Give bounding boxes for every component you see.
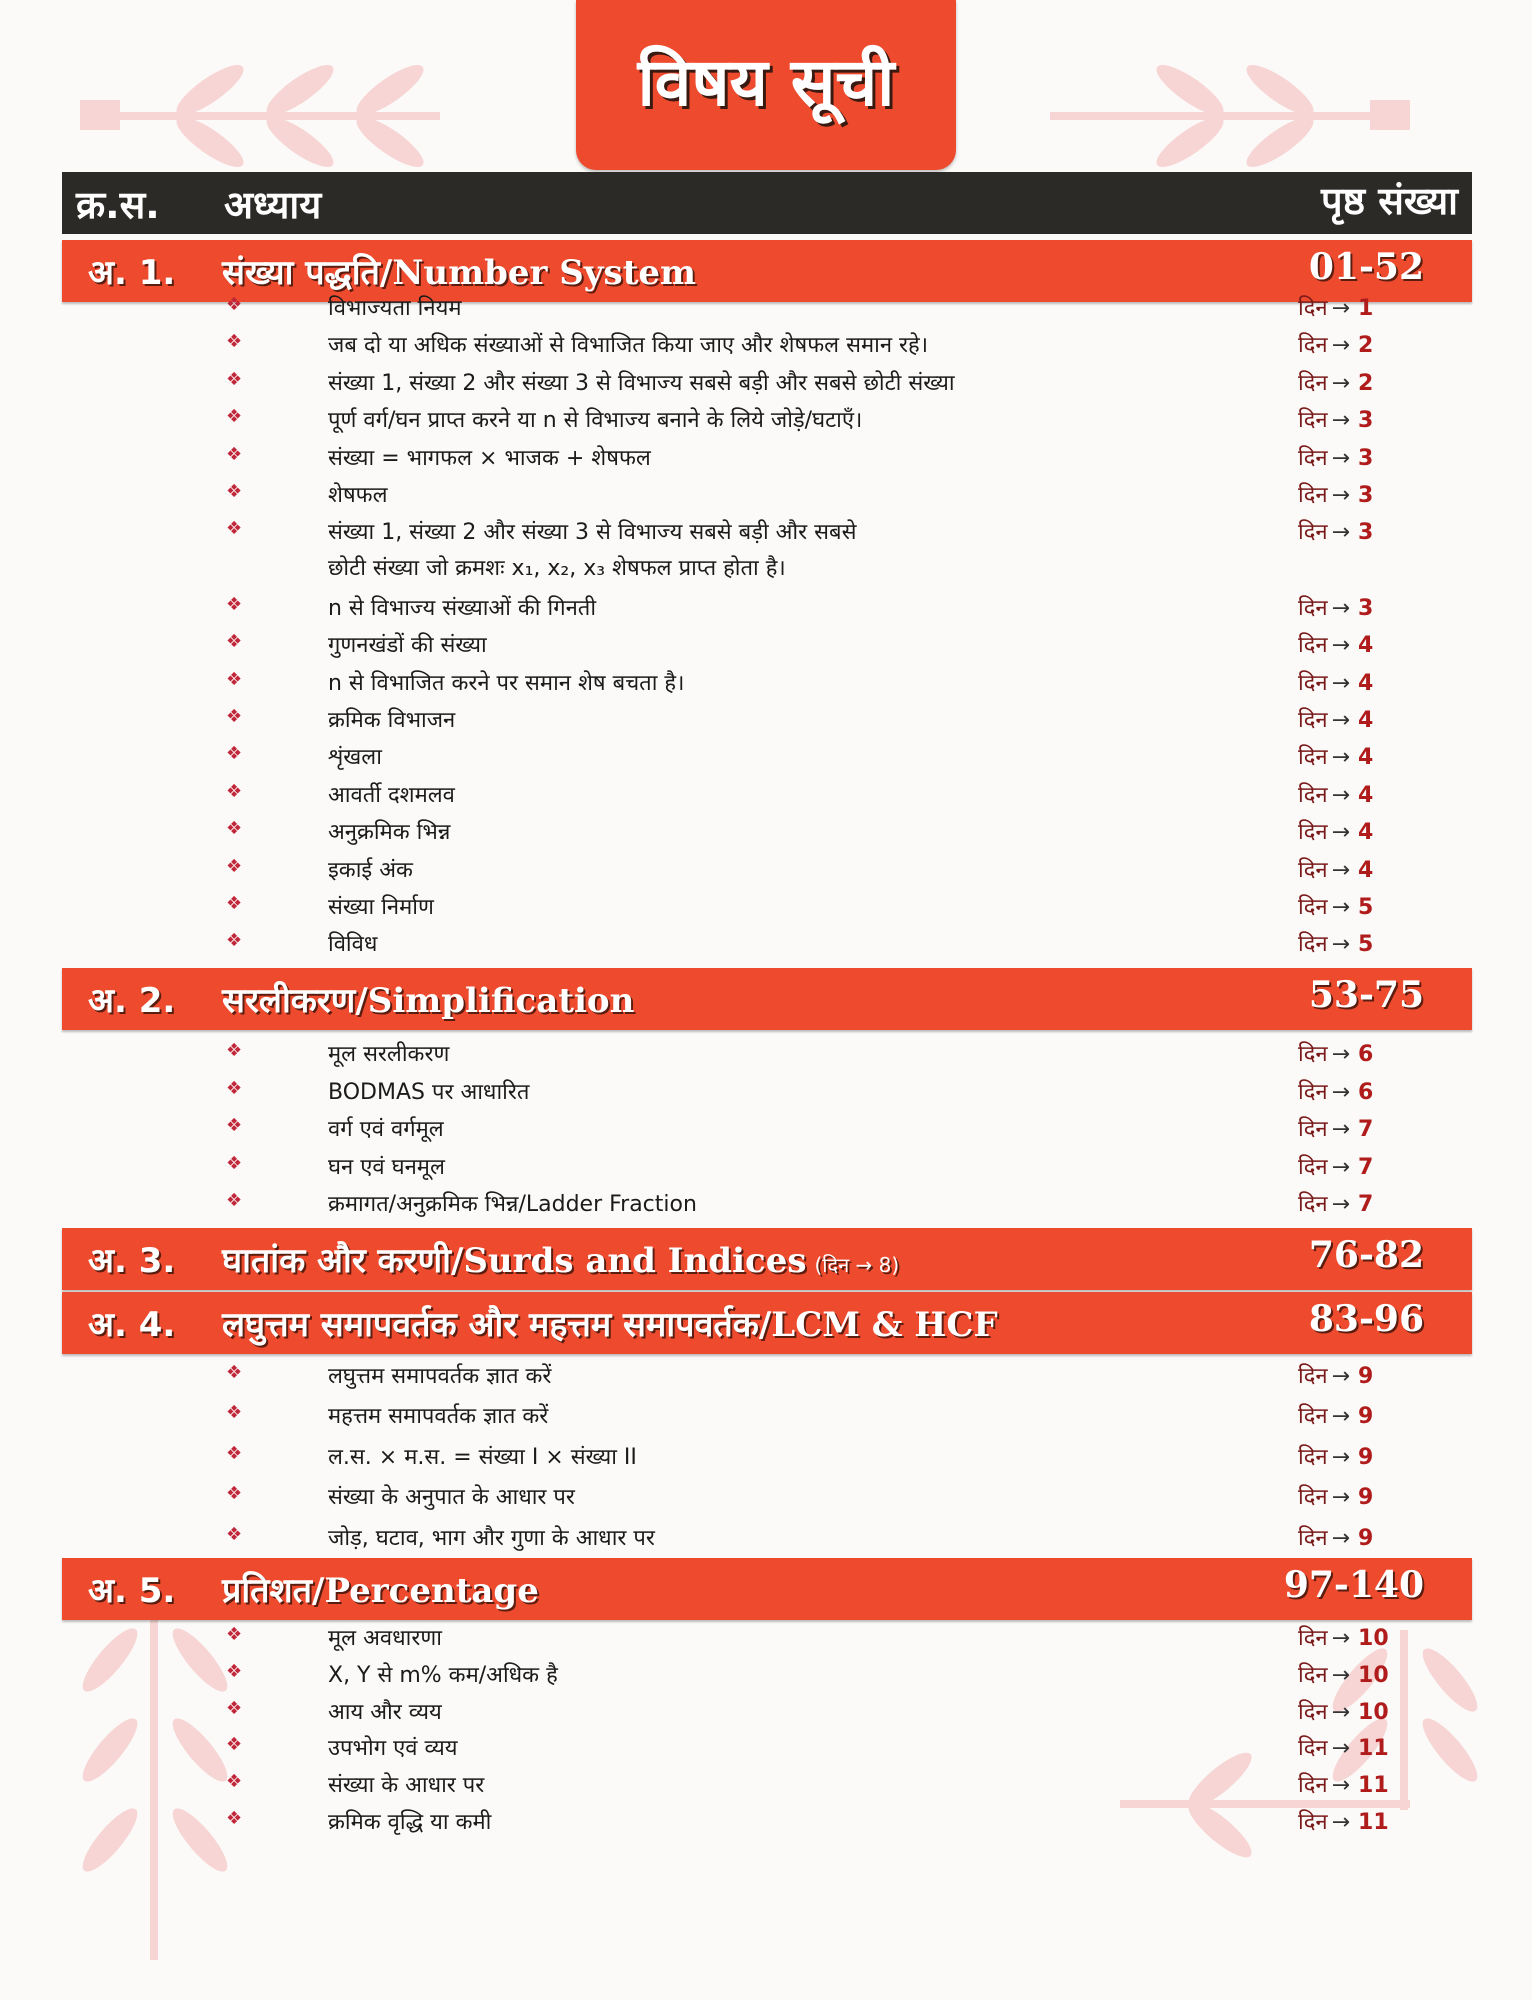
topic-day xyxy=(1298,704,1373,734)
day-number: 3 xyxy=(1358,483,1374,508)
day-number: 9 xyxy=(1358,1404,1374,1430)
topic-text: क्रमिक वृद्धि या कमी xyxy=(328,1810,492,1835)
topic-text: मूल सरलीकरण xyxy=(328,1042,450,1067)
topic-text: X, Y से m% कम/अधिक है xyxy=(328,1662,558,1688)
topic-row[interactable] xyxy=(0,327,1532,363)
day-label: दिन xyxy=(1298,1626,1328,1651)
day-number: 4 xyxy=(1358,670,1374,696)
table-header xyxy=(62,172,1472,234)
chapter-row-3[interactable] xyxy=(62,1228,1472,1290)
chapter-title: संख्या पद्धति/Number System xyxy=(222,253,697,293)
topic-text: संख्या के आधार पर xyxy=(328,1773,485,1799)
day-number: 9 xyxy=(1358,1364,1374,1389)
arrow-right-icon: → xyxy=(1331,1662,1351,1688)
day-number: 3 xyxy=(1358,595,1374,621)
chapter-title: लघुत्तम समापवर्तक और महत्तम समापवर्तक/LCM & HCF xyxy=(222,1305,998,1345)
day-label: दिन xyxy=(1298,445,1328,471)
day-label: दिन xyxy=(1298,1773,1328,1799)
topic-text: इकाई अंक xyxy=(328,857,413,883)
bullet-diamond-icon: ❖ xyxy=(226,1483,243,1505)
day-number: 10 xyxy=(1358,1626,1389,1651)
day-label: दिन xyxy=(1298,1154,1328,1180)
topic-day xyxy=(1298,1769,1389,1799)
day-number: 4 xyxy=(1358,633,1374,659)
serial-column-header: क्र.स. xyxy=(76,183,160,227)
day-label: दिन xyxy=(1298,782,1328,808)
topic-row[interactable] xyxy=(0,1520,1532,1556)
topic-row[interactable] xyxy=(0,1439,1532,1475)
day-label: दिन xyxy=(1298,1699,1328,1725)
day-label: दिन xyxy=(1298,483,1328,508)
topic-row[interactable] xyxy=(0,402,1532,438)
day-number: 10 xyxy=(1358,1699,1389,1725)
topic-text: ल.स. × म.स. = संख्या I × संख्या II xyxy=(328,1444,637,1470)
day-label: दिन xyxy=(1298,895,1328,920)
bullet-diamond-icon: ❖ xyxy=(226,818,243,840)
topic-row[interactable] xyxy=(0,514,1532,582)
topic-row[interactable] xyxy=(0,665,1532,701)
topic-day xyxy=(1298,928,1373,958)
bullet-diamond-icon: ❖ xyxy=(226,1442,243,1464)
day-label: दिन xyxy=(1298,670,1328,696)
topic-row[interactable] xyxy=(0,290,1532,326)
topic-text: क्रमागत/अनुक्रमिक भिन्न/Ladder Fraction xyxy=(328,1192,697,1218)
chapter-column-header: अध्याय xyxy=(224,183,322,227)
topic-day xyxy=(1298,891,1373,921)
topic-day xyxy=(1298,1806,1389,1836)
day-label: दिन xyxy=(1298,1042,1328,1067)
arrow-right-icon: → xyxy=(1331,1699,1351,1725)
bullet-diamond-icon: ❖ xyxy=(226,743,243,765)
day-label: दिन xyxy=(1298,932,1328,958)
floral-ornament-left-icon xyxy=(60,60,460,180)
chapter-pages: 01-52 xyxy=(1308,246,1424,288)
chapter-row-5[interactable] xyxy=(62,1558,1472,1620)
bullet-diamond-icon: ❖ xyxy=(226,443,243,465)
chapter-number: अ. 2. xyxy=(88,981,176,1021)
topic-day xyxy=(1298,442,1373,472)
topic-row[interactable] xyxy=(0,889,1532,925)
day-number: 4 xyxy=(1358,708,1374,733)
bullet-diamond-icon: ❖ xyxy=(226,668,243,690)
topic-day xyxy=(1298,1622,1389,1652)
topic-row[interactable] xyxy=(0,1074,1532,1110)
day-number: 3 xyxy=(1358,445,1374,471)
topic-row[interactable] xyxy=(0,477,1532,513)
chapter-number: अ. 3. xyxy=(88,1241,176,1281)
bullet-diamond-icon: ❖ xyxy=(226,1362,243,1383)
topic-text: विभाज्यता नियम xyxy=(328,296,462,321)
bullet-diamond-icon: ❖ xyxy=(226,1660,243,1682)
bullet-diamond-icon: ❖ xyxy=(226,930,243,952)
bullet-diamond-icon: ❖ xyxy=(226,855,243,877)
bullet-diamond-icon: ❖ xyxy=(226,481,243,502)
topic-day xyxy=(1298,1441,1373,1471)
topic-row[interactable] xyxy=(0,627,1532,663)
chapter-title: घातांक और करणी/Surds and Indices (दिन → 8) xyxy=(222,1241,900,1281)
bullet-diamond-icon: ❖ xyxy=(226,1402,243,1424)
topic-day xyxy=(1298,1696,1389,1726)
topic-row[interactable] xyxy=(0,1804,1532,1840)
day-label: दिन xyxy=(1298,408,1328,434)
chapter-number: अ. 4. xyxy=(88,1305,176,1345)
chapter-day-note: (दिन → 8) xyxy=(814,1253,900,1277)
bullet-diamond-icon: ❖ xyxy=(226,1771,243,1793)
day-label: दिन xyxy=(1298,520,1328,546)
day-label: दिन xyxy=(1298,1117,1328,1143)
chapter-pages: 97-140 xyxy=(1283,1564,1424,1606)
topic-row[interactable] xyxy=(0,365,1532,401)
topic-text: मूल अवधारणा xyxy=(328,1626,442,1651)
day-label: दिन xyxy=(1298,1662,1328,1688)
day-label: दिन xyxy=(1298,1079,1328,1105)
topic-day xyxy=(1298,404,1373,434)
bullet-diamond-icon: ❖ xyxy=(226,706,243,727)
topic-day xyxy=(1298,779,1373,809)
day-label: दिन xyxy=(1298,1525,1328,1551)
topic-day xyxy=(1298,1522,1373,1552)
topic-text: शेषफल xyxy=(328,483,388,508)
topic-text: n से विभाज्य संख्याओं की गिनती xyxy=(328,595,597,621)
chapter-title: सरलीकरण/Simplification xyxy=(222,981,635,1021)
topic-row[interactable] xyxy=(0,1358,1532,1394)
day-label: दिन xyxy=(1298,745,1328,771)
arrow-right-icon: → xyxy=(1331,1192,1351,1218)
arrow-right-icon: → xyxy=(1331,1626,1351,1651)
bullet-diamond-icon: ❖ xyxy=(226,406,243,428)
topic-text: उपभोग एवं व्यय xyxy=(328,1736,458,1762)
bullet-diamond-icon: ❖ xyxy=(226,1152,243,1174)
day-label: दिन xyxy=(1298,1404,1328,1430)
day-number: 4 xyxy=(1358,745,1374,771)
arrow-right-icon: → xyxy=(1331,932,1351,958)
bullet-diamond-icon: ❖ xyxy=(226,1697,243,1719)
topic-text: अनुक्रमिक भिन्न xyxy=(328,820,451,846)
day-number: 4 xyxy=(1358,857,1374,883)
topic-day xyxy=(1298,1151,1373,1181)
topic-text: संख्या निर्माण xyxy=(328,895,434,920)
topic-row[interactable] xyxy=(0,1149,1532,1185)
topic-row[interactable] xyxy=(0,1398,1532,1434)
bullet-diamond-icon: ❖ xyxy=(226,780,243,802)
topic-day xyxy=(1298,516,1373,546)
topic-day xyxy=(1298,1076,1373,1106)
topic-row[interactable] xyxy=(0,777,1532,813)
arrow-right-icon: → xyxy=(1331,1154,1351,1180)
topic-text: आवर्ती दशमलव xyxy=(328,782,455,808)
arrow-right-icon: → xyxy=(1331,1364,1351,1389)
arrow-right-icon: → xyxy=(1331,895,1351,920)
topic-row[interactable] xyxy=(0,852,1532,888)
day-number: 11 xyxy=(1358,1773,1389,1799)
topic-day xyxy=(1298,1659,1389,1689)
topic-text: पूर्ण वर्ग/घन प्राप्त करने या n से विभाज्य बनाने के लिये जोड़े/घटाएँ। xyxy=(328,408,863,434)
topic-text: n से विभाजित करने पर समान शेष बचता है। xyxy=(328,670,685,696)
chapter-number: अ. 5. xyxy=(88,1571,176,1611)
arrow-right-icon: → xyxy=(1331,1404,1351,1430)
topic-row[interactable] xyxy=(0,1036,1532,1072)
topic-day xyxy=(1298,854,1373,884)
arrow-right-icon: → xyxy=(1331,520,1351,546)
topic-text-continuation: छोटी संख्या जो क्रमशः x₁, x₂, x₃ शेषफल प्राप्त होता है। xyxy=(328,556,786,582)
topic-row[interactable] xyxy=(0,739,1532,775)
topic-text: गुणनखंडों की संख्या xyxy=(328,633,487,659)
bullet-diamond-icon: ❖ xyxy=(226,893,243,914)
day-label: दिन xyxy=(1298,333,1328,359)
topic-row[interactable] xyxy=(0,702,1532,738)
topic-text: संख्या 1, संख्या 2 और संख्या 3 से विभाज्य सबसे बड़ी और सबसे xyxy=(328,520,857,546)
bullet-diamond-icon: ❖ xyxy=(226,294,243,315)
bullet-diamond-icon: ❖ xyxy=(226,1523,243,1545)
chapter-number: अ. 1. xyxy=(88,253,176,293)
topic-row[interactable] xyxy=(0,590,1532,626)
topic-row[interactable] xyxy=(0,1657,1532,1693)
bullet-diamond-icon: ❖ xyxy=(226,1040,243,1061)
day-number: 3 xyxy=(1358,408,1374,434)
topic-row[interactable] xyxy=(0,1479,1532,1515)
arrow-right-icon: → xyxy=(1331,1773,1351,1799)
topic-day xyxy=(1298,1732,1389,1762)
day-number: 11 xyxy=(1358,1736,1389,1762)
day-label: दिन xyxy=(1298,857,1328,883)
arrow-right-icon: → xyxy=(1331,296,1351,321)
topic-day xyxy=(1298,667,1373,697)
bullet-diamond-icon: ❖ xyxy=(226,593,243,615)
topic-day xyxy=(1298,1113,1373,1143)
chapter-title: प्रतिशत/Percentage xyxy=(222,1571,539,1611)
day-number: 5 xyxy=(1358,895,1374,920)
arrow-right-icon: → xyxy=(1331,670,1351,696)
day-label: दिन xyxy=(1298,820,1328,846)
day-label: दिन xyxy=(1298,633,1328,659)
chapter-pages: 76-82 xyxy=(1308,1234,1424,1276)
bullet-diamond-icon: ❖ xyxy=(226,1077,243,1099)
topic-day xyxy=(1298,816,1373,846)
day-number: 7 xyxy=(1358,1117,1374,1143)
arrow-right-icon: → xyxy=(1331,1117,1351,1143)
day-label: दिन xyxy=(1298,296,1328,321)
arrow-right-icon: → xyxy=(1331,445,1351,471)
arrow-right-icon: → xyxy=(1331,1042,1351,1067)
topic-day xyxy=(1298,1481,1373,1511)
bullet-diamond-icon: ❖ xyxy=(226,518,243,540)
topic-row[interactable] xyxy=(0,440,1532,476)
day-label: दिन xyxy=(1298,1736,1328,1762)
day-number: 5 xyxy=(1358,932,1374,958)
arrow-right-icon: → xyxy=(1331,782,1351,808)
topic-text: वर्ग एवं वर्गमूल xyxy=(328,1117,444,1143)
chapter-pages: 53-75 xyxy=(1308,974,1424,1016)
topic-row[interactable] xyxy=(0,1767,1532,1803)
day-label: दिन xyxy=(1298,1485,1328,1511)
day-label: दिन xyxy=(1298,1444,1328,1470)
day-number: 9 xyxy=(1358,1525,1374,1551)
topic-day xyxy=(1298,592,1373,622)
topic-text: जोड़, घटाव, भाग और गुणा के आधार पर xyxy=(328,1525,655,1551)
day-number: 2 xyxy=(1358,333,1374,359)
arrow-right-icon: → xyxy=(1331,483,1351,508)
day-number: 7 xyxy=(1358,1192,1374,1218)
arrow-right-icon: → xyxy=(1331,1485,1351,1511)
topic-text: जब दो या अधिक संख्याओं से विभाजित किया जाए और शेषफल समान रहे। xyxy=(328,333,929,359)
topic-row[interactable] xyxy=(0,814,1532,850)
day-number: 9 xyxy=(1358,1485,1374,1511)
arrow-right-icon: → xyxy=(1331,820,1351,846)
page-title: विषय सूची xyxy=(637,44,895,121)
topic-text: संख्या 1, संख्या 2 और संख्या 3 से विभाज्य सबसे बड़ी और सबसे छोटी संख्या xyxy=(328,370,955,396)
bullet-diamond-icon: ❖ xyxy=(226,368,243,390)
day-number: 7 xyxy=(1358,1154,1374,1180)
topic-text: आय और व्यय xyxy=(328,1699,442,1725)
arrow-right-icon: → xyxy=(1331,1444,1351,1470)
day-label: दिन xyxy=(1298,1364,1328,1389)
bullet-diamond-icon: ❖ xyxy=(226,631,243,653)
topic-row[interactable] xyxy=(0,1620,1532,1656)
topic-day xyxy=(1298,1400,1373,1430)
arrow-right-icon: → xyxy=(1331,1736,1351,1762)
topic-text: BODMAS पर आधारित xyxy=(328,1079,530,1105)
bullet-diamond-icon: ❖ xyxy=(226,1115,243,1137)
day-number: 3 xyxy=(1358,520,1374,546)
page-column-header: पृष्ठ संख्या xyxy=(1321,179,1458,223)
topic-text: शृंखला xyxy=(328,745,382,771)
arrow-right-icon: → xyxy=(1331,333,1351,359)
topic-day xyxy=(1298,367,1373,397)
topic-row[interactable] xyxy=(0,1186,1532,1222)
arrow-right-icon: → xyxy=(1331,745,1351,771)
day-number: 6 xyxy=(1358,1079,1374,1105)
topic-day xyxy=(1298,1188,1373,1218)
topic-text: घन एवं घनमूल xyxy=(328,1154,445,1180)
day-label: दिन xyxy=(1298,595,1328,621)
topic-day xyxy=(1298,479,1373,509)
day-label: दिन xyxy=(1298,1810,1328,1835)
day-number: 1 xyxy=(1358,296,1374,321)
bullet-diamond-icon: ❖ xyxy=(226,1624,243,1645)
topic-text: संख्या = भागफल × भाजक + शेषफल xyxy=(328,445,651,471)
day-label: दिन xyxy=(1298,370,1328,396)
arrow-right-icon: → xyxy=(1331,408,1351,434)
day-number: 9 xyxy=(1358,1444,1374,1470)
topic-day xyxy=(1298,1038,1373,1068)
day-label: दिन xyxy=(1298,1192,1328,1218)
day-number: 4 xyxy=(1358,782,1374,808)
topic-text: क्रमिक विभाजन xyxy=(328,708,456,733)
topic-row[interactable] xyxy=(0,926,1532,962)
day-number: 11 xyxy=(1358,1810,1389,1835)
arrow-right-icon: → xyxy=(1331,1079,1351,1105)
topic-day xyxy=(1298,329,1373,359)
bullet-diamond-icon: ❖ xyxy=(226,331,243,353)
topic-text: महत्तम समापवर्तक ज्ञात करें xyxy=(328,1404,549,1430)
topic-day xyxy=(1298,1360,1373,1390)
chapter-row-2[interactable] xyxy=(62,968,1472,1030)
arrow-right-icon: → xyxy=(1331,857,1351,883)
bullet-diamond-icon: ❖ xyxy=(226,1190,243,1212)
topic-day xyxy=(1298,741,1373,771)
floral-ornament-right-icon xyxy=(1030,60,1430,180)
arrow-right-icon: → xyxy=(1331,633,1351,659)
day-number: 2 xyxy=(1358,370,1374,396)
topic-row[interactable] xyxy=(0,1111,1532,1147)
topic-row[interactable] xyxy=(0,1694,1532,1730)
bullet-diamond-icon: ❖ xyxy=(226,1808,243,1829)
chapter-row-4[interactable] xyxy=(62,1292,1472,1354)
topic-day xyxy=(1298,629,1373,659)
day-number: 4 xyxy=(1358,820,1374,846)
chapter-pages: 83-96 xyxy=(1308,1298,1424,1340)
topic-text: लघुत्तम समापवर्तक ज्ञात करें xyxy=(328,1364,552,1389)
arrow-right-icon: → xyxy=(1331,595,1351,621)
page-title-banner xyxy=(576,0,956,170)
topic-day xyxy=(1298,292,1373,322)
topic-row[interactable] xyxy=(0,1730,1532,1766)
topic-text: विविध xyxy=(328,932,378,958)
arrow-right-icon: → xyxy=(1331,370,1351,396)
day-number: 6 xyxy=(1358,1042,1374,1067)
day-label: दिन xyxy=(1298,708,1328,733)
bullet-diamond-icon: ❖ xyxy=(226,1734,243,1756)
arrow-right-icon: → xyxy=(1331,1810,1351,1835)
arrow-right-icon: → xyxy=(1331,708,1351,733)
topic-text: संख्या के अनुपात के आधार पर xyxy=(328,1485,575,1511)
arrow-right-icon: → xyxy=(1331,1525,1351,1551)
day-number: 10 xyxy=(1358,1662,1389,1688)
